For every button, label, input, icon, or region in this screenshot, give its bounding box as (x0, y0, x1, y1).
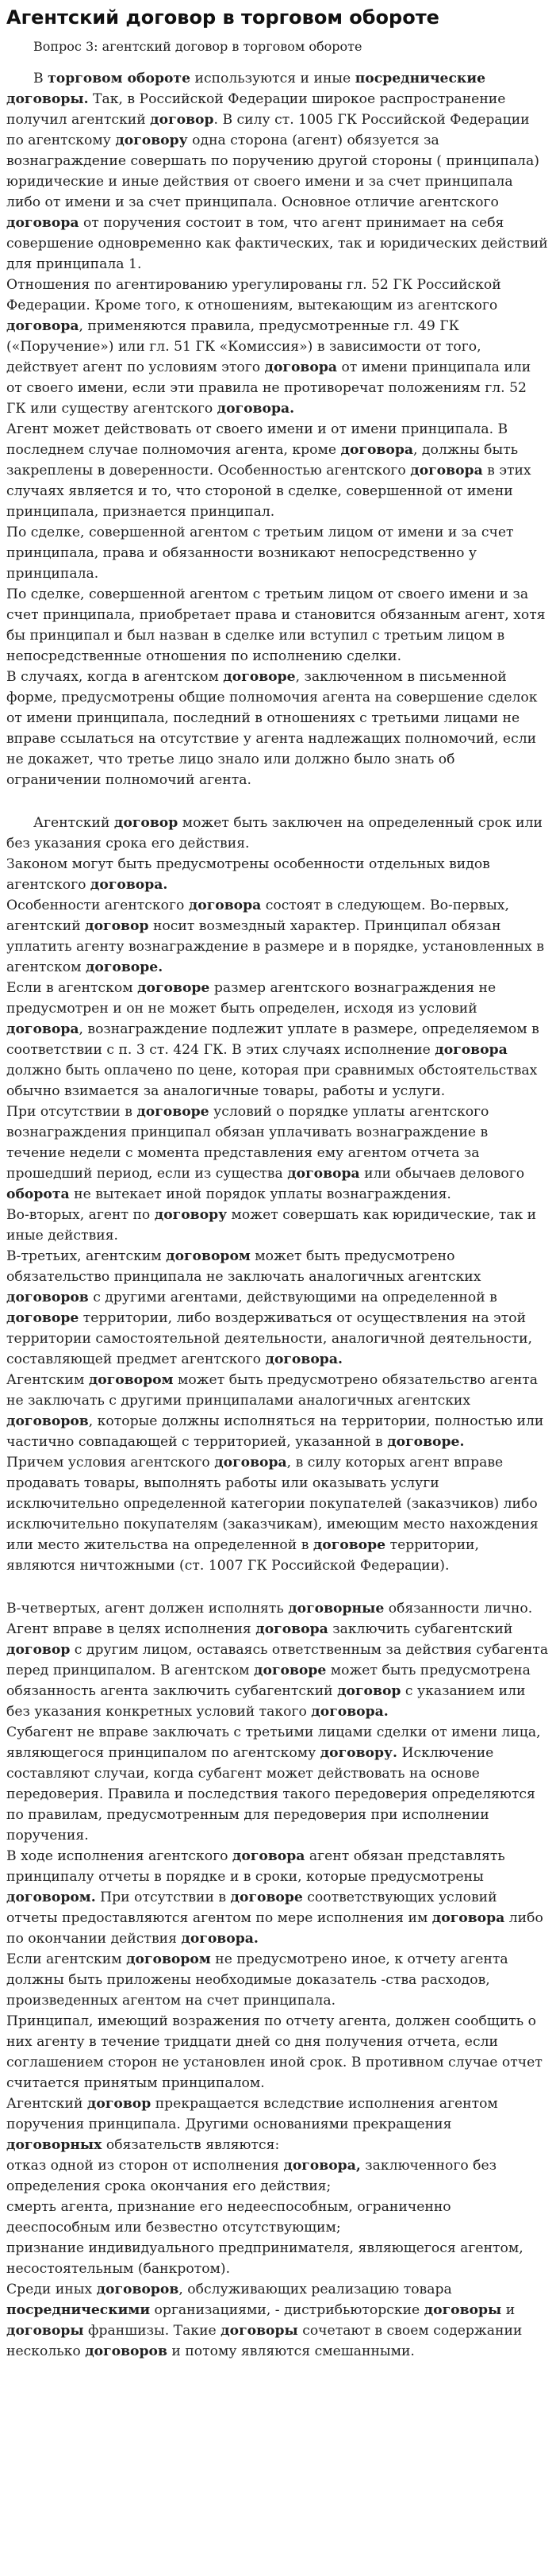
bold-term: договора (431, 1910, 505, 1926)
bold-term: договоре (230, 1890, 303, 1905)
text-run: сочетают в своем содержании несколько (6, 2323, 523, 2359)
bold-term: договоре (6, 1310, 79, 1326)
text-run: В случаях, когда в агентском (6, 669, 224, 685)
text-run: Среди иных (6, 2282, 97, 2297)
bold-term: договоре. (85, 959, 163, 975)
bold-term: договора (6, 1021, 79, 1037)
bold-term: договора. (311, 1704, 389, 1720)
text-run: от имени принципала или от своего имени, если эти правила не противоречат положениям гл. 52 ГК или существу агентского (6, 359, 531, 417)
text-run: должно быть оплачено по цене, которая при сравнимых обстоятельствах обычно взимается за аналогичные товары, работы и услуги. (6, 1063, 538, 1099)
paragraph (6, 978, 550, 1102)
bold-term: договоре (137, 980, 210, 996)
text-run: Отношения по агентированию урегулированы гл. 52 ГК Российской Федерации. Кроме того, к отношениям, вытекающим из агентского (6, 277, 501, 313)
text-run: Агентским (6, 1372, 89, 1388)
bold-term: договоров (6, 1413, 89, 1429)
paragraph (6, 2093, 550, 2155)
bold-term: договора (214, 1455, 287, 1471)
paragraph (6, 522, 550, 584)
bold-term: посреднические договоры. (6, 71, 486, 107)
text-run: территории, являются ничтожными (ст. 1007 ГК Российской Федерации). (6, 1537, 479, 1574)
paragraph (6, 419, 550, 522)
text-run: Если в агентском (6, 980, 138, 996)
text-run: франшизы. Такие (83, 2323, 221, 2339)
bold-term: договоров (6, 1290, 89, 1305)
bold-term: договора (232, 1848, 305, 1864)
bold-term: договора (6, 318, 79, 334)
text-run: Агентский (6, 2096, 87, 2112)
bold-term: договором (88, 1372, 174, 1388)
bold-term: договоров (96, 2282, 179, 2297)
bold-term: договора. (217, 401, 295, 417)
paragraph (6, 854, 550, 895)
text-run: , применяются правила, предусмотренные гл. 49 ГК («Поручение») или гл. 51 ГК «Комиссия») в зависимости от того, действует агент по условиям этого (6, 318, 481, 375)
paragraph (6, 813, 550, 854)
text-run: с другими агентами, действующими на определенной в (88, 1290, 497, 1305)
paragraph (6, 1370, 550, 1452)
text-run: признание индивидуального предпринимателя, являющегося агентом, несостоятельным (банкротом). (6, 2240, 523, 2277)
text-run: обязательств являются: (102, 2137, 280, 2153)
bold-term: договорные (288, 1601, 385, 1617)
text-run: агент обязан представлять принципалу отчеты в порядке и в сроки, которые предусмотрены (6, 1848, 505, 1885)
text-run: может совершать как юридические, так и иные действия. (6, 1207, 537, 1244)
text-run: , должны быть закреплены в доверенности. Особенностью агентского (6, 442, 519, 479)
bold-term: договором. (6, 1890, 96, 1905)
bold-term: договорных (6, 2137, 102, 2153)
text-run: . В силу ст. 1005 ГК Российской Федерации по агентскому (6, 112, 530, 148)
paragraph (6, 1205, 550, 1246)
bold-term: договором (126, 1951, 211, 1967)
paragraph (6, 2238, 550, 2279)
paragraph (6, 1722, 550, 1846)
bold-term: договора (410, 463, 483, 479)
bold-term: договора. (181, 1931, 259, 1947)
text-run: и потому являются смешанными. (167, 2343, 415, 2359)
text-run: Так, в Российской Федерации широкое распространение получил агентский (6, 91, 506, 128)
paragraph (6, 1246, 550, 1370)
bold-term: договора (255, 1621, 328, 1637)
text-run: организациями, - дистрибьюторские (150, 2302, 424, 2318)
bold-term: договора, (283, 2158, 361, 2174)
paragraph (6, 895, 550, 978)
text-run: состоят в следующем. Во-первых, агентский (6, 898, 509, 934)
paragraph (6, 275, 550, 419)
paragraph (6, 584, 550, 667)
bold-term: договора (6, 215, 79, 231)
bold-term: договор (86, 2096, 151, 2112)
text-run: , заключенном в письменной форме, предусмотрены общие полномочия агента на совершение сделок от имени принципала, последний в отношениях с третьими лицами не вправе ссылаться на отсутствие у агента надлежащих полномочий, если не докажет, что третье лицо знало или должно было знать об ограничении полномочий агента. (6, 669, 538, 788)
text-run: Законом могут быть предусмотрены особенности отдельных видов агентского (6, 856, 490, 893)
bold-term: договора (340, 442, 413, 458)
bold-term: договора (287, 1166, 360, 1182)
text-run: Агент может действовать от своего имени и от имени принципала. В последнем случае полномочия агента, кроме (6, 421, 508, 458)
text-run: Агентский (33, 815, 114, 831)
text-run: условий о порядке уплаты агентского вознаграждения принципал обязан уплачивать вознаграждение в течение недели с момента представления ему агентом отчета за прошедший период, если из существа (6, 1104, 489, 1182)
text-run: носит возмездный характер. Принципал обязан уплатить агенту вознаграждение в размере и в порядке, установленных в агентском (6, 918, 545, 975)
bold-term: договору (154, 1207, 228, 1223)
text-run: или обычаев делового (359, 1166, 525, 1182)
text-run: в этих случаях является и то, что стороной в сделке, совершенной от имени принципала, признается принципал. (6, 463, 531, 520)
text-run: Во-вторых, агент по (6, 1207, 155, 1223)
bold-term: договора (264, 359, 337, 375)
text-run: По сделке, совершенной агентом с третьим лицом от имени и за счет принципала, права и обязанности возникают непосредственно у принципала. (6, 525, 514, 582)
bold-term: договоры (6, 2323, 84, 2339)
text-run: , обслуживающих реализацию товара (178, 2282, 452, 2297)
paragraph (6, 2011, 550, 2093)
paragraph (6, 1846, 550, 1949)
bold-term: договоре (223, 669, 296, 685)
paragraph (6, 2197, 550, 2238)
text-run: , в силу которых агент вправе продавать товары, выполнять работы или оказывать услуги исключительно определенной категории покупателей (заказчиков) либо исключительно покупателям (заказчикам), имеющим место нахождения или место жительства на определенной в (6, 1455, 539, 1553)
text-run: В ходе исполнения агентского (6, 1848, 232, 1864)
text-run: соответствующих условий отчеты предоставляются агентом по мере исполнения им (6, 1890, 497, 1926)
text-run: , вознаграждение подлежит уплате в размере, определяемом в соответствии с п. 3 ст. 424 ГК. В этих случаях исполнение (6, 1021, 539, 1058)
paragraph (6, 1949, 550, 2011)
text-run: и (501, 2302, 516, 2318)
text-run: Принципал, имеющий возражения по отчету агента, должен сообщить о них агенту в течение тридцати дней со дня получения отчета, если соглашением сторон не установлен иной срок. В противном случае отчет считается принятым принципалом. (6, 2013, 543, 2091)
bold-term: договору. (320, 1745, 398, 1761)
text-run: заключенного без определения срока окончания его действия; (6, 2158, 497, 2194)
text-run: В-третьих, агентским (6, 1248, 167, 1264)
bold-term: договора. (265, 1351, 343, 1367)
bold-term: договору (115, 133, 188, 148)
bold-term: договор (85, 918, 149, 934)
bold-term: договором (166, 1248, 251, 1264)
text-run: По сделке, совершенной агентом с третьим лицом от своего имени и за счет принципала, приобретает права и становится обязанным агент, хотя бы принципал и был назван в сделке или вступил с третьим лицом в непосредственные отношения по исполнению сделки. (6, 586, 546, 664)
text-run: Субагент не вправе заключать с третьими лицами сделки от имени лица, являющегося принципалом по агентскому (6, 1724, 541, 1761)
bold-term: договоре. (387, 1434, 465, 1450)
paragraph (6, 667, 550, 790)
text-run: обязанности лично. Агент вправе в целях исполнения (6, 1601, 533, 1637)
bold-term: договоры (220, 2323, 298, 2339)
paragraph (6, 68, 550, 275)
bold-term: договор (6, 1642, 71, 1658)
text-run: может быть заключен на определенный срок или без указания срока его действия. (6, 815, 543, 852)
bold-term: договора. (90, 877, 168, 893)
text-run: может быть предусмотрена обязанность агента заключить субагентский (6, 1663, 531, 1699)
text-run: не вытекает иной порядок уплаты вознаграждения. (69, 1186, 451, 1202)
text-run: прекращается вследствие исполнения агентом поручения принципала. Другими основаниями прекращения (6, 2096, 498, 2132)
bold-term: договор (150, 112, 214, 128)
bold-term: договора (188, 898, 262, 913)
document-subtitle: Вопрос 3: агентский договор в торговом обороте (33, 39, 362, 54)
text-run: При отсутствии в (95, 1890, 231, 1905)
bold-term: договор (337, 1683, 401, 1699)
text-run: территории, либо воздерживаться от осуществления на этой территории самостоятельной деятельности, аналогичной деятельности, составляющей предмет агентского (6, 1310, 533, 1367)
text-run: может быть предусмотрено обязательство агента не заключать с другими принципалами аналогичных агентских (6, 1372, 539, 1409)
text-run: с другим лицом, оставаясь ответственным за действия субагента перед принципалом. В агентском (6, 1642, 549, 1678)
text-run: от поручения состоит в том, что агент принимает на себя совершение одновременно как фактических, так и юридических действий для принципала 1. (6, 215, 548, 272)
text-run: размер агентского вознаграждения не предусмотрен и он не может быть определен, исходя из условий (6, 980, 497, 1017)
text-run: При отсутствии в (6, 1104, 137, 1120)
text-run: Особенности агентского (6, 898, 189, 913)
text-run: Если агентским (6, 1951, 127, 1967)
bold-term: оборота (6, 1186, 70, 1202)
text-run: В (33, 71, 48, 87)
text-run: не предусмотрено иное, к отчету агента должны быть приложены необходимые доказатель -ства расходов, произведенных агентом на счет принципала. (6, 1951, 508, 2009)
bold-term: договоре (254, 1663, 327, 1678)
paragraph (6, 1598, 550, 1722)
bold-term: договоры (424, 2302, 502, 2318)
text-run: смерть агента, признание его недееспособным, ограниченно дееспособным или безвестно отсутствующим; (6, 2199, 451, 2236)
bold-term: договоре (136, 1104, 209, 1120)
bold-term: договоров (85, 2343, 167, 2359)
text-run: , которые должны исполняться на территории, полностью или частично совпадающей с территорией, указанной в (6, 1413, 544, 1450)
text-run: заключить субагентский (328, 1621, 513, 1637)
document-title: Агентский договор в торговом обороте (6, 6, 439, 29)
paragraph (6, 2279, 550, 2362)
text-run: Причем условия агентского (6, 1455, 215, 1471)
text-run: с указанием или без указания конкретных условий такого (6, 1683, 526, 1720)
bold-term: торговом обороте (48, 71, 191, 87)
paragraph (6, 2155, 550, 2197)
text-run: одна сторона (агент) обязуется за вознаграждение совершать по поручению другой стороны ( принципала) юридические и иные действия от своего имени и за счет принципала либо от имени и за счет принципала. Основное отличие агентского (6, 133, 539, 210)
paragraph (6, 1102, 550, 1205)
bold-term: договоре (313, 1537, 386, 1553)
text-run: В-четвертых, агент должен исполнять (6, 1601, 289, 1617)
text-run: используются и иные (190, 71, 355, 87)
document-body (6, 68, 550, 2362)
bold-term: посредническими (6, 2302, 151, 2318)
paragraph (6, 1452, 550, 1576)
text-run: либо по окончании действия (6, 1910, 543, 1947)
bold-term: договора (435, 1042, 508, 1058)
text-run: отказ одной из сторон от исполнения (6, 2158, 284, 2174)
text-run: может быть предусмотрено обязательство принципала не заключать аналогичных агентских (6, 1248, 481, 1285)
text-run: Исключение составляют случаи, когда субагент может действовать на основе передоверия. Правила и последствия такого передоверия определяются по правилам, предусмотренным для передоверия при исполнении поручения. (6, 1745, 535, 1844)
bold-term: договор (113, 815, 178, 831)
